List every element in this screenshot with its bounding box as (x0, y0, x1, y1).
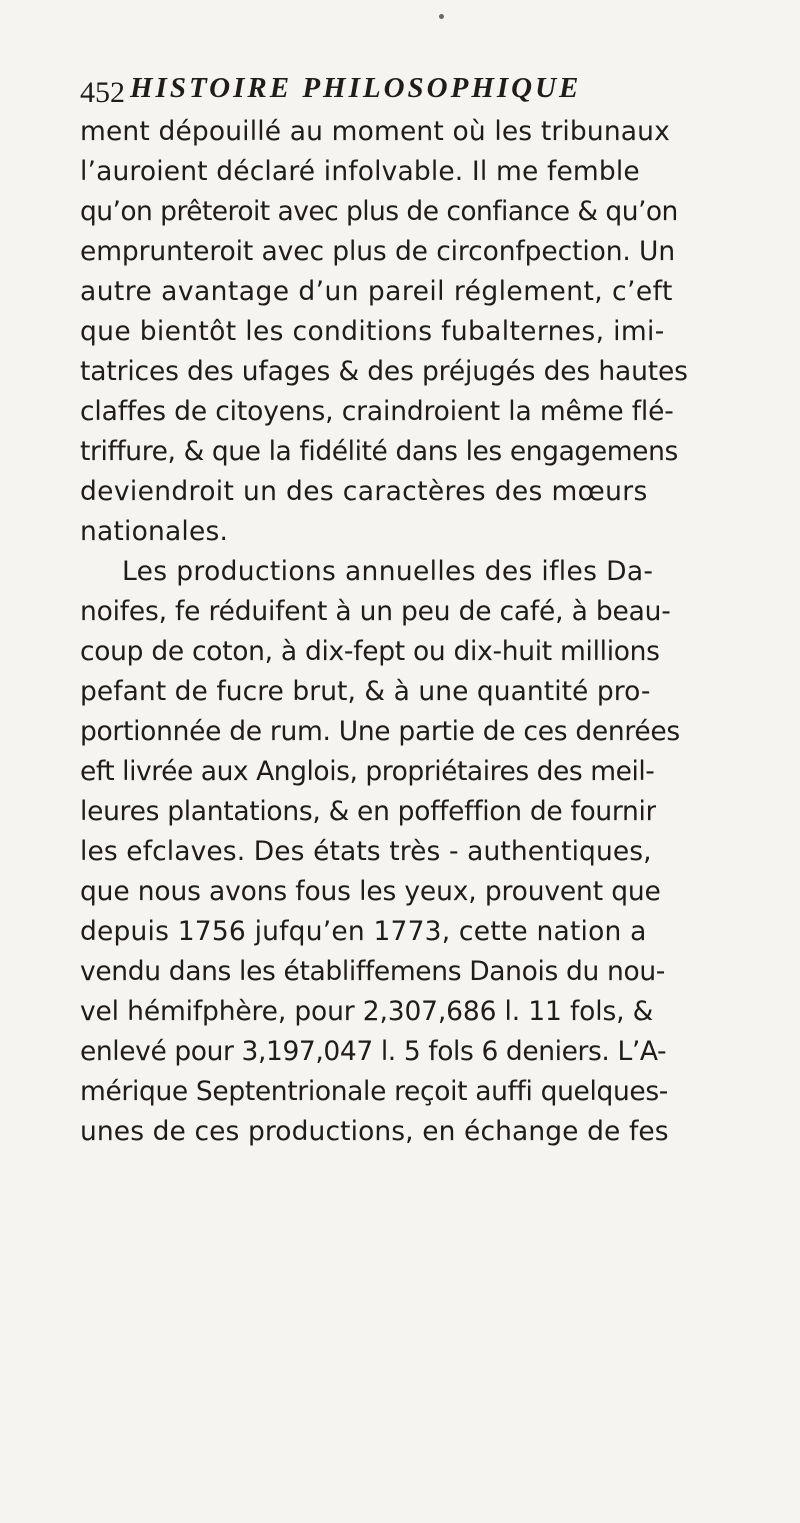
text-line: emprunteroit avec plus de circonfpection. Un (80, 236, 676, 267)
text-line: ment dépouillé au moment où les tribunaux (80, 116, 670, 147)
text-line: nationales. (80, 516, 229, 547)
text-line: Les productions annuelles des ifles Da- (122, 556, 654, 587)
text-line: enlevé pour 3,197,047 l. 5 fols 6 deniers. L’A- (80, 1036, 667, 1067)
text-line: autre avantage d’un pareil réglement, c’eft (80, 276, 673, 307)
text-line: leures plantations, & en poffeffion de fournir (80, 796, 657, 827)
text-line: tatrices des ufages & des préjugés des hautes (80, 356, 688, 387)
text-line: noifes, fe réduifent à un peu de café, à beau- (80, 596, 671, 627)
text-line: depuis 1756 jufqu’en 1773, cette nation a (80, 916, 647, 947)
text-line: claffes de citoyens, craindroient la même flé- (80, 396, 674, 427)
text-line: triffure, & que la fidélité dans les engagemens (80, 436, 678, 467)
text-line: unes de ces productions, en échange de fes (80, 1116, 669, 1147)
text-line: portionnée de rum. Une partie de ces denrées (80, 716, 680, 747)
text-line: qu’on prêteroit avec plus de confiance & qu’on (80, 196, 678, 227)
text-line: mérique Septentrionale reçoit auffi quelques- (80, 1076, 669, 1107)
text-line: coup de coton, à dix-fept ou dix-huit millions (80, 636, 660, 667)
page-mark (439, 14, 444, 19)
text-line: que nous avons fous les yeux, prouvent que (80, 876, 661, 907)
text-line: l’auroient déclaré infolvable. Il me femble (80, 156, 640, 187)
text-line: pefant de fucre brut, & à une quantité pro- (80, 676, 651, 707)
page-number: 452 (80, 76, 125, 109)
page-header (80, 72, 760, 112)
text-line: les efclaves. Des états très - authentiques, (80, 836, 652, 867)
text-line: vel hémifphère, pour 2,307,686 l. 11 fols, & (80, 996, 654, 1027)
text-line: que bientôt les conditions fubalternes, imi- (80, 316, 665, 347)
running-title: HISTOIRE PHILOSOPHIQUE (130, 72, 582, 104)
text-line: eft livrée aux Anglois, propriétaires des meil- (80, 756, 655, 787)
text-line: vendu dans les établiffemens Danois du nou- (80, 956, 665, 987)
text-line: deviendroit un des caractères des mœurs (80, 476, 648, 507)
